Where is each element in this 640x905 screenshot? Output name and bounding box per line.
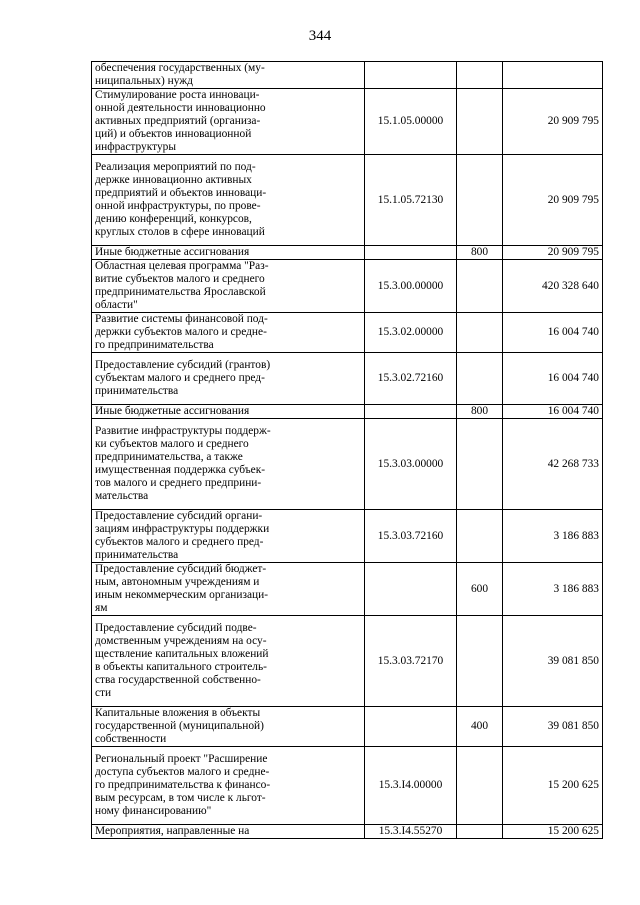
row-name-cell	[92, 825, 365, 839]
row-target-code-cell: 15.3.02.72160	[365, 353, 457, 405]
row-expense-type-cell: 800	[457, 405, 503, 419]
table-row	[92, 353, 603, 405]
row-name-line: иным некоммерческим организаци-	[95, 589, 269, 601]
table-row	[92, 563, 603, 616]
row-name-cell	[92, 260, 365, 313]
table-row	[92, 616, 603, 707]
row-name-line: держки субъектов малого и средне-	[95, 326, 267, 338]
row-name-line: Региональный проект "Расширение	[95, 753, 268, 765]
row-target-code-cell	[365, 563, 457, 616]
row-expense-type-cell	[457, 89, 503, 155]
row-name-line: Стимулирование роста инноваци-	[95, 89, 260, 101]
row-name-line: ций) и объектов инновационной	[95, 128, 252, 140]
row-name-line: Развитие системы финансовой под-	[95, 313, 268, 325]
table-row	[92, 313, 603, 353]
row-name-line: ниципальных) нужд	[95, 75, 193, 87]
row-name-cell	[92, 62, 365, 89]
row-expense-type-cell	[457, 62, 503, 89]
table-row	[92, 510, 603, 563]
row-name-line: го предпринимательства к финансо-	[95, 779, 271, 791]
row-name-line: собственности	[95, 733, 167, 745]
row-target-code-cell	[365, 62, 457, 89]
row-name-line: ществление капитальных вложений	[95, 648, 269, 660]
row-target-code-cell: 15.3.03.00000	[365, 419, 457, 510]
row-expense-type-cell	[457, 616, 503, 707]
table-row	[92, 747, 603, 825]
row-expense-type-cell	[457, 353, 503, 405]
page-number: 344	[308, 28, 332, 44]
row-name-line: Предоставление субсидий органи-	[95, 510, 263, 522]
row-target-code-cell: 15.3.I4.55270	[365, 825, 457, 839]
row-expense-type-cell: 800	[457, 246, 503, 260]
row-name-line: Предоставление субсидий бюджет-	[95, 563, 267, 575]
row-amount-cell	[503, 62, 603, 89]
row-name-line: в объекты капитального строитель-	[95, 661, 267, 673]
table-row	[92, 246, 603, 260]
row-target-code-cell: 15.3.03.72160	[365, 510, 457, 563]
row-name-line: субъектов малого и среднего пред-	[95, 536, 264, 548]
budget-table	[91, 61, 603, 839]
row-target-code-cell	[365, 707, 457, 747]
row-name-cell	[92, 707, 365, 747]
row-amount-cell: 16 004 740	[503, 313, 603, 353]
row-name-line: домственным учреждениям на осу-	[95, 635, 267, 647]
row-name-line: Мероприятия, направленные на	[95, 825, 250, 837]
row-expense-type-cell: 600	[457, 563, 503, 616]
row-amount-cell: 20 909 795	[503, 155, 603, 246]
row-expense-type-cell	[457, 419, 503, 510]
row-name-line: Иные бюджетные ассигнования	[95, 246, 250, 258]
row-name-line: онной деятельности инновационно	[95, 102, 266, 114]
row-name-line: дению конференций, конкурсов,	[95, 213, 252, 225]
row-name-cell	[92, 155, 365, 246]
row-target-code-cell: 15.3.I4.00000	[365, 747, 457, 825]
table-row	[92, 419, 603, 510]
row-name-line: активных предприятий (организа-	[95, 115, 261, 127]
row-target-code-cell: 15.3.02.00000	[365, 313, 457, 353]
row-name-cell	[92, 563, 365, 616]
table-row	[92, 62, 603, 89]
row-name-line: ным, автономным учреждениям и	[95, 576, 260, 588]
row-amount-cell: 3 186 883	[503, 510, 603, 563]
table-row	[92, 825, 603, 839]
row-amount-cell: 42 268 733	[503, 419, 603, 510]
row-amount-cell: 15 200 625	[503, 747, 603, 825]
row-expense-type-cell	[457, 510, 503, 563]
row-name-line: держке инновационно активных	[95, 174, 252, 186]
row-amount-cell: 39 081 850	[503, 616, 603, 707]
table-row	[92, 260, 603, 313]
row-name-line: обеспечения государственных (му-	[95, 62, 265, 74]
row-amount-cell: 39 081 850	[503, 707, 603, 747]
row-name-line: имущественная поддержка субъек-	[95, 464, 266, 476]
row-name-line: государственной (муниципальной)	[95, 720, 264, 732]
row-name-line: предпринимательства, а также	[95, 451, 243, 463]
row-target-code-cell: 15.1.05.00000	[365, 89, 457, 155]
row-name-line: круглых столов в сфере инноваций	[95, 226, 265, 238]
row-name-line: Иные бюджетные ассигнования	[95, 405, 250, 417]
row-name-cell	[92, 313, 365, 353]
row-amount-cell: 16 004 740	[503, 405, 603, 419]
row-expense-type-cell	[457, 825, 503, 839]
row-amount-cell: 15 200 625	[503, 825, 603, 839]
row-target-code-cell: 15.3.00.00000	[365, 260, 457, 313]
row-expense-type-cell	[457, 313, 503, 353]
row-name-line: предпринимательства Ярославской	[95, 286, 266, 298]
row-name-line: ному финансированию"	[95, 805, 212, 817]
row-name-line: ям	[95, 602, 108, 614]
row-name-line: тов малого и среднего предприни-	[95, 477, 262, 489]
row-target-code-cell	[365, 246, 457, 260]
row-name-cell	[92, 89, 365, 155]
table-row	[92, 155, 603, 246]
row-name-cell	[92, 246, 365, 260]
row-name-cell	[92, 616, 365, 707]
row-name-cell	[92, 510, 365, 563]
row-amount-cell: 420 328 640	[503, 260, 603, 313]
row-amount-cell: 20 909 795	[503, 246, 603, 260]
row-target-code-cell: 15.1.05.72130	[365, 155, 457, 246]
row-name-cell	[92, 353, 365, 405]
table-row	[92, 89, 603, 155]
row-amount-cell: 20 909 795	[503, 89, 603, 155]
row-name-line: вым ресурсам, в том числе к льгот-	[95, 792, 266, 804]
row-expense-type-cell: 400	[457, 707, 503, 747]
row-name-line: области"	[95, 299, 138, 311]
row-expense-type-cell	[457, 260, 503, 313]
row-name-line: принимательства	[95, 385, 179, 397]
row-name-line: Областная целевая программа "Раз-	[95, 260, 269, 272]
row-name-line: ки субъектов малого и среднего	[95, 438, 249, 450]
row-name-line: Предоставление субсидий подве-	[95, 622, 257, 634]
row-name-line: Капитальные вложения в объекты	[95, 707, 261, 719]
row-name-line: Развитие инфраструктуры поддерж-	[95, 425, 271, 437]
row-name-cell	[92, 405, 365, 419]
row-name-line: витие субъектов малого и среднего	[95, 273, 265, 285]
row-amount-cell: 16 004 740	[503, 353, 603, 405]
row-name-line: принимательства	[95, 549, 179, 561]
table-row	[92, 707, 603, 747]
row-name-line: предприятий и объектов инноваци-	[95, 187, 267, 199]
table-row	[92, 405, 603, 419]
row-name-line: субъектам малого и среднего пред-	[95, 372, 265, 384]
row-name-line: онной инфраструктуры, по прове-	[95, 200, 261, 212]
row-amount-cell: 3 186 883	[503, 563, 603, 616]
row-name-line: Реализация мероприятий по под-	[95, 161, 256, 173]
row-name-line: ства государственной собственно-	[95, 674, 261, 686]
row-name-line: сти	[95, 687, 112, 699]
row-name-line: зациям инфраструктуры поддержки	[95, 523, 270, 535]
row-name-line: мательства	[95, 490, 149, 502]
row-target-code-cell: 15.3.03.72170	[365, 616, 457, 707]
row-name-line: инфраструктуры	[95, 141, 176, 153]
row-name-cell	[92, 747, 365, 825]
row-name-line: доступа субъектов малого и средне-	[95, 766, 270, 778]
row-target-code-cell	[365, 405, 457, 419]
row-name-line: го предпринимательства	[95, 339, 214, 351]
row-name-cell	[92, 419, 365, 510]
row-expense-type-cell	[457, 747, 503, 825]
row-name-line: Предоставление субсидий (грантов)	[95, 359, 271, 371]
budget-table-body	[92, 62, 603, 839]
row-expense-type-cell	[457, 155, 503, 246]
